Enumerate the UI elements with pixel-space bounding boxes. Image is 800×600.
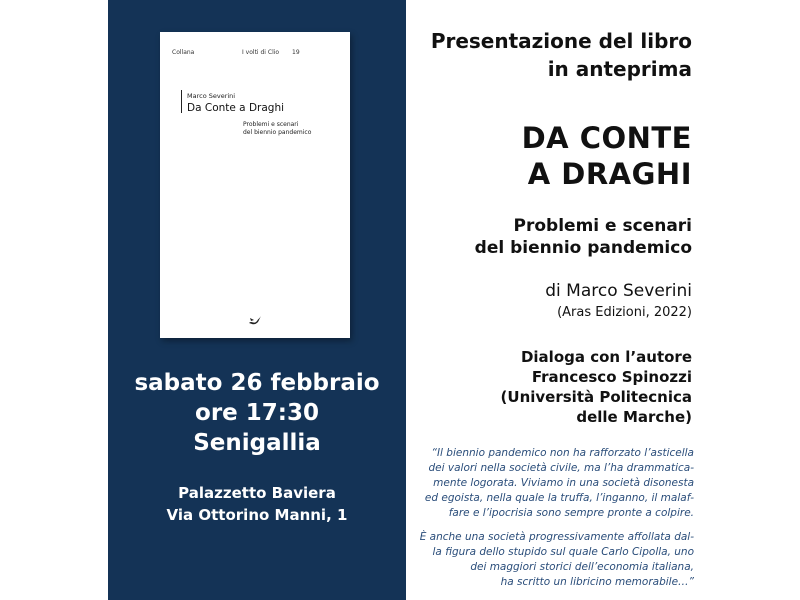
event-date: sabato 26 febbraio bbox=[134, 370, 380, 396]
cover-series-name: I volti di Clio bbox=[242, 49, 280, 56]
book-subtitle-line: del biennio pandemico bbox=[474, 238, 692, 258]
book-title-line: A DRAGHI bbox=[527, 157, 692, 191]
quote-line: È anche una società progressivamente affollata dal- bbox=[419, 531, 694, 543]
dialogue-line: delle Marche) bbox=[576, 408, 692, 426]
cover-collection-label: Collana bbox=[172, 49, 195, 56]
quote-line: mente logorata. Viviamo in una società disonesta bbox=[433, 477, 694, 489]
cover-subtitle bbox=[243, 121, 333, 137]
cover-subtitle-line: Problemi e scenari bbox=[243, 121, 299, 128]
book-subtitle bbox=[475, 215, 692, 259]
book-title bbox=[522, 120, 692, 192]
quote-line: fare e l’ipocrisia sono sempre pronte a colpire. bbox=[448, 507, 694, 519]
quote-paragraph-1 bbox=[394, 446, 694, 521]
dialogue-line: (Università Politecnica bbox=[500, 388, 692, 406]
dialogue-line: Dialoga con l’autore bbox=[520, 348, 692, 366]
venue-address: Via Ottorino Manni, 1 bbox=[166, 506, 348, 524]
book-author: di Marco Severini bbox=[545, 281, 692, 301]
dialogue-line: Francesco Spinozzi bbox=[531, 368, 692, 386]
quote-line: “Il biennio pandemico non ha rafforzato l’asticella bbox=[431, 447, 694, 459]
quote-line: la figura dello stupido sul quale Carlo Cipolla, uno bbox=[432, 546, 694, 558]
event-time: ore 17:30 bbox=[195, 400, 319, 426]
event-venue bbox=[108, 482, 406, 526]
cover-author: Marco Severini bbox=[187, 92, 236, 100]
publisher-logo-icon bbox=[248, 314, 262, 326]
book-cover bbox=[160, 32, 350, 338]
dialogue-info bbox=[501, 347, 692, 427]
cover-rule bbox=[181, 90, 182, 113]
event-city: Senigallia bbox=[193, 430, 321, 456]
presentation-heading bbox=[431, 27, 692, 83]
quote-line: dei valori nella società civile, ma l’ha drammatica- bbox=[428, 462, 694, 474]
venue-name: Palazzetto Baviera bbox=[178, 484, 336, 502]
heading-line: in anteprima bbox=[547, 57, 692, 81]
book-subtitle-line: Problemi e scenari bbox=[513, 216, 692, 236]
quote-line: ha scritto un libricino memorabile…” bbox=[500, 576, 694, 588]
cover-title: Da Conte a Draghi bbox=[187, 102, 285, 114]
event-info bbox=[108, 368, 406, 526]
heading-line: Presentazione del libro bbox=[430, 29, 692, 53]
cover-subtitle-line: del biennio pandemico bbox=[243, 129, 312, 136]
cover-series-number: 19 bbox=[292, 49, 300, 56]
quote-paragraph-2 bbox=[394, 530, 694, 590]
quote-line: ed egoista, nella quale la truffa, l’inganno, il malaf- bbox=[424, 492, 694, 504]
book-title-line: DA CONTE bbox=[521, 121, 692, 155]
event-date-time-place bbox=[108, 368, 406, 458]
book-publisher: (Aras Edizioni, 2022) bbox=[557, 305, 692, 320]
quote-line: dei maggiori storici dell’economia italiana, bbox=[470, 561, 694, 573]
